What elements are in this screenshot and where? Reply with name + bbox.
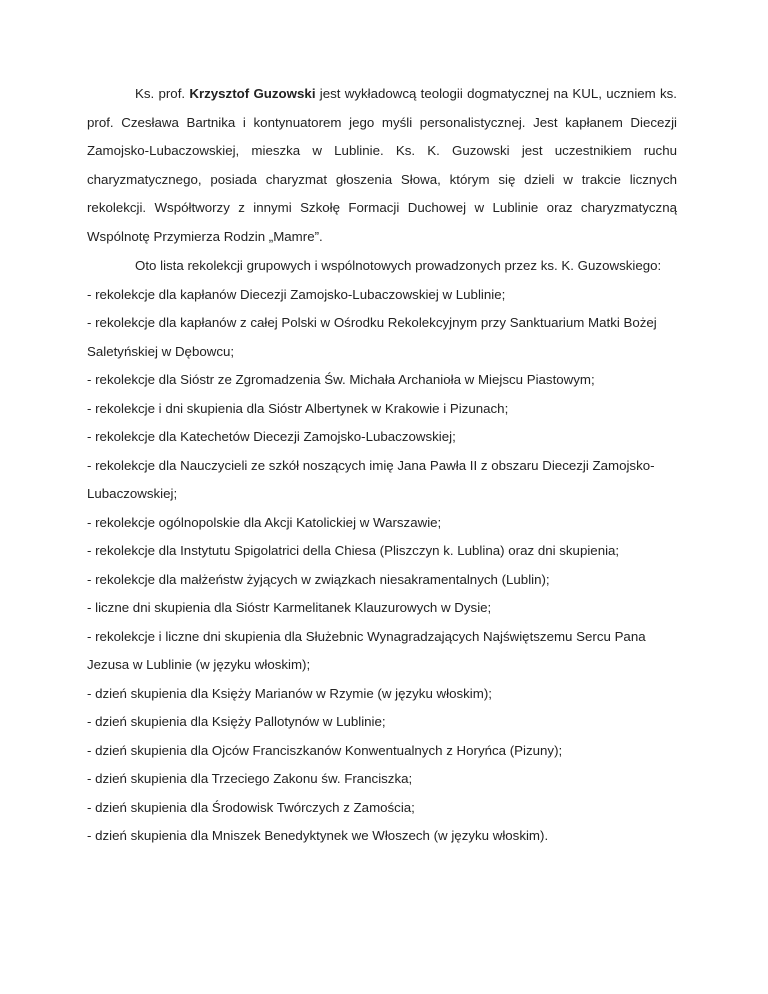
- list-item: - rekolekcje dla Nauczycieli ze szkół noszących imię Jana Pawła II z obszaru Diecezji Zamojsko-Lubaczowskiej;: [87, 457, 655, 501]
- list-item: - rekolekcje dla Sióstr ze Zgromadzenia Św. Michała Archanioła w Miejscu Piastowym;: [87, 372, 595, 387]
- document-page: [87, 80, 677, 851]
- list-item: - dzień skupienia dla Środowisk Twórczych z Zamościa;: [87, 799, 415, 815]
- list-item: - dzień skupienia dla Księży Pallotynów w Lublinie;: [87, 714, 386, 729]
- list-item: - dzień skupienia dla Księży Marianów w Rzymie (w języku włoskim);: [87, 685, 492, 701]
- list-item: - rekolekcje dla Katechetów Diecezji Zamojsko-Lubaczowskiej;: [87, 429, 456, 444]
- retreat-list: [87, 281, 677, 851]
- bio-prefix: Ks. prof.: [135, 86, 190, 101]
- list-item: - rekolekcje dla Instytutu Spigolatrici della Chiesa (Pliszczyn k. Lublina) oraz dni skupienia;: [87, 543, 620, 558]
- list-item: - rekolekcje dla kapłanów z całej Polski w Ośrodku Rekolekcyjnym przy Sanktuarium Matki Bożej Saletyńskiej w Dębowcu;: [87, 315, 657, 359]
- bio-paragraph: [87, 80, 677, 251]
- list-item: - dzień skupienia dla Mniszek Benedyktynek we Włoszech (w języku włoskim).: [87, 828, 549, 843]
- intro-paragraph: Oto lista rekolekcji grupowych i wspólnotowych prowadzonych przez ks. K. Guzowskiego:: [135, 258, 662, 273]
- list-item: - rekolekcje ogólnopolskie dla Akcji Katolickiej w Warszawie;: [87, 514, 442, 530]
- list-item: - rekolekcje dla kapłanów Diecezji Zamojsko-Lubaczowskiej w Lublinie;: [87, 286, 506, 302]
- bio-text: jest wykładowcą teologii dogmatycznej na KUL, uczniem ks. prof. Czesława Bartnika i kontynuatorem jego myśli personalistycznej. Jest kapłanem Diecezji Zamojsko-Lubaczowskiej, mieszka w Lublinie. Ks. K. Guzowski jest uczestnikiem ruchu charyzmatycznego, posiada charyzmat głoszenia Słowa, którym się dzieli w trakcie licznych rekolekcji. Współtworzy z innymi Szkołę Formacji Duchowej w Lublinie oraz charyzmatyczną Wspólnotę Przymierza Rodzin „Mamre”.: [87, 86, 677, 244]
- list-item: - dzień skupienia dla Ojców Franciszkanów Konwentualnych z Horyńca (Pizuny);: [87, 742, 563, 758]
- author-name: Krzysztof Guzowski: [189, 86, 316, 101]
- list-item: - rekolekcje i liczne dni skupienia dla Służebnic Wynagradzających Najświętszemu Sercu Pana Jezusa w Lublinie (w języku włoskim);: [87, 628, 646, 672]
- list-item: - liczne dni skupienia dla Sióstr Karmelitanek Klauzurowych w Dysie;: [87, 600, 492, 615]
- list-item: - rekolekcje i dni skupienia dla Sióstr Albertynek w Krakowie i Pizunach;: [87, 400, 509, 416]
- list-item: - rekolekcje dla małżeństw żyjących w związkach niesakramentalnych (Lublin);: [87, 571, 550, 587]
- list-item: - dzień skupienia dla Trzeciego Zakonu św. Franciszka;: [87, 771, 413, 786]
